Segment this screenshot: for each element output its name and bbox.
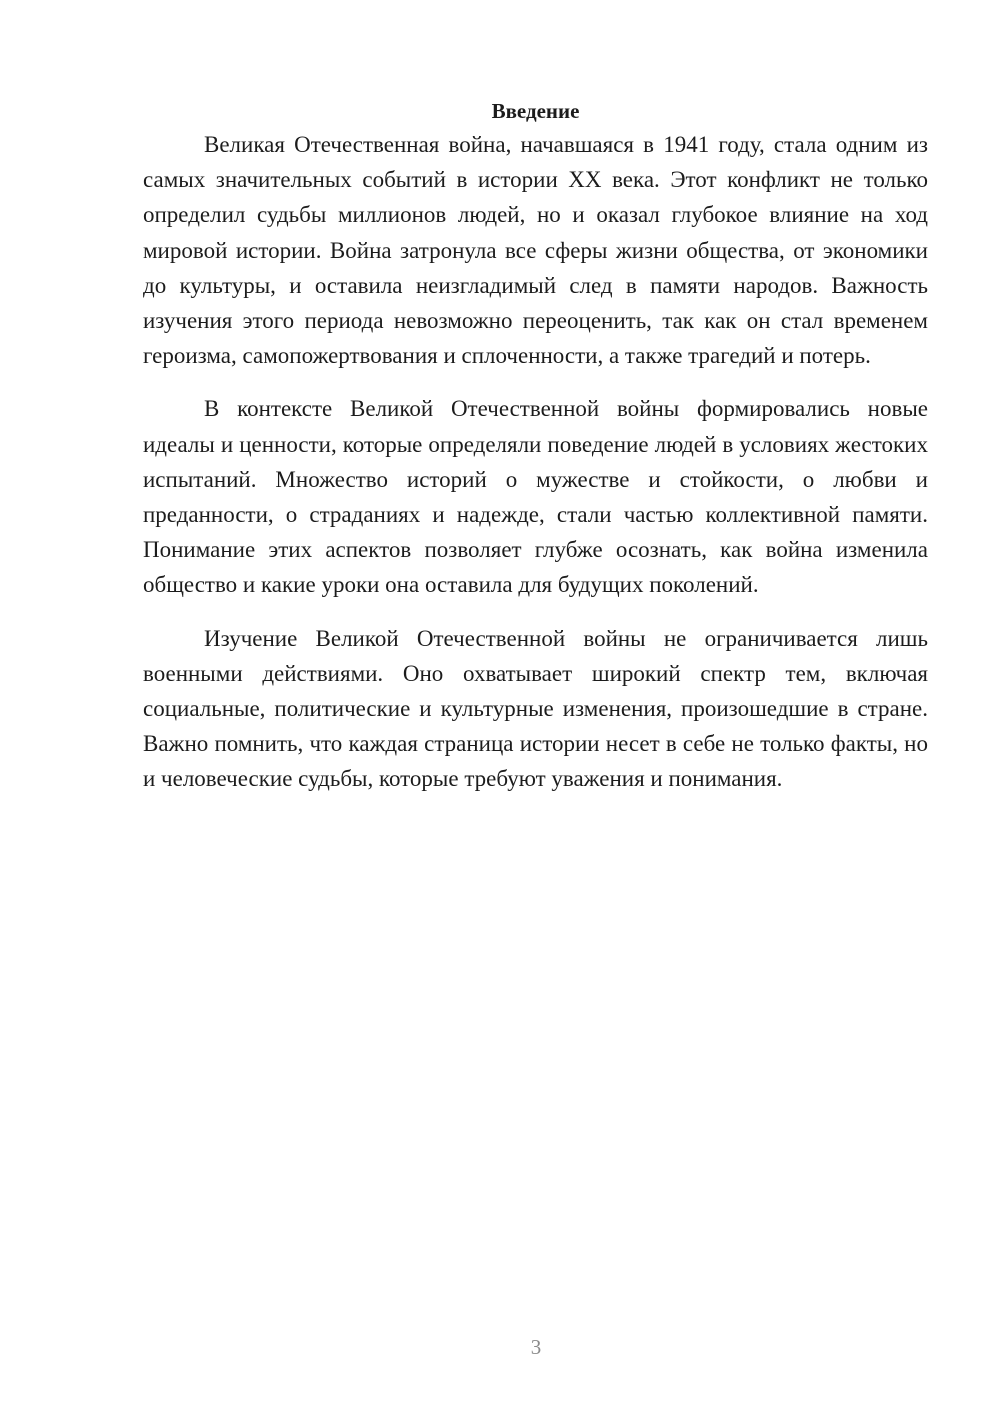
paragraph-3: Изучение Великой Отечественной войны не ограничивается лишь военными действиями. Оно охватывает широкий спектр тем, включая социальные, политические и культурные изменения, произошедшие в стране. Важно помнить, что каждая страница истории несет в себе не только факты, но и человеческие судьбы, которые требуют уважения и понимания. [143,625,928,792]
page-content [143,96,928,797]
paragraph-1: Великая Отечественная война, начавшаяся в 1941 году, стала одним из самых значительных событий в истории XX века. Этот конфликт не только определил судьбы миллионов людей, но и оказал глубокое влияние на ход мировой истории. Война затронула все сферы жизни общества, от экономики до культуры, и оставила неизгладимый след в памяти народов. Важность изучения этого периода невозможно переоценить, так как он стал временем героизма, самопожертвования и сплоченности, а также трагедий и потерь. [143,132,928,369]
paragraph-2: В контексте Великой Отечественной войны формировались новые идеалы и ценности, которые определяли поведение людей в условиях жестоких испытаний. Множество историй о мужестве и стойкости, о любви и преданности, о страданиях и надежде, стали частью коллективной памяти. Понимание этих аспектов позволяет глубже осознать, как война изменила общество и какие уроки она оставила для будущих поколений. [143,396,928,598]
section-heading: Введение [491,99,580,123]
page-number: 3 [530,1335,542,1359]
